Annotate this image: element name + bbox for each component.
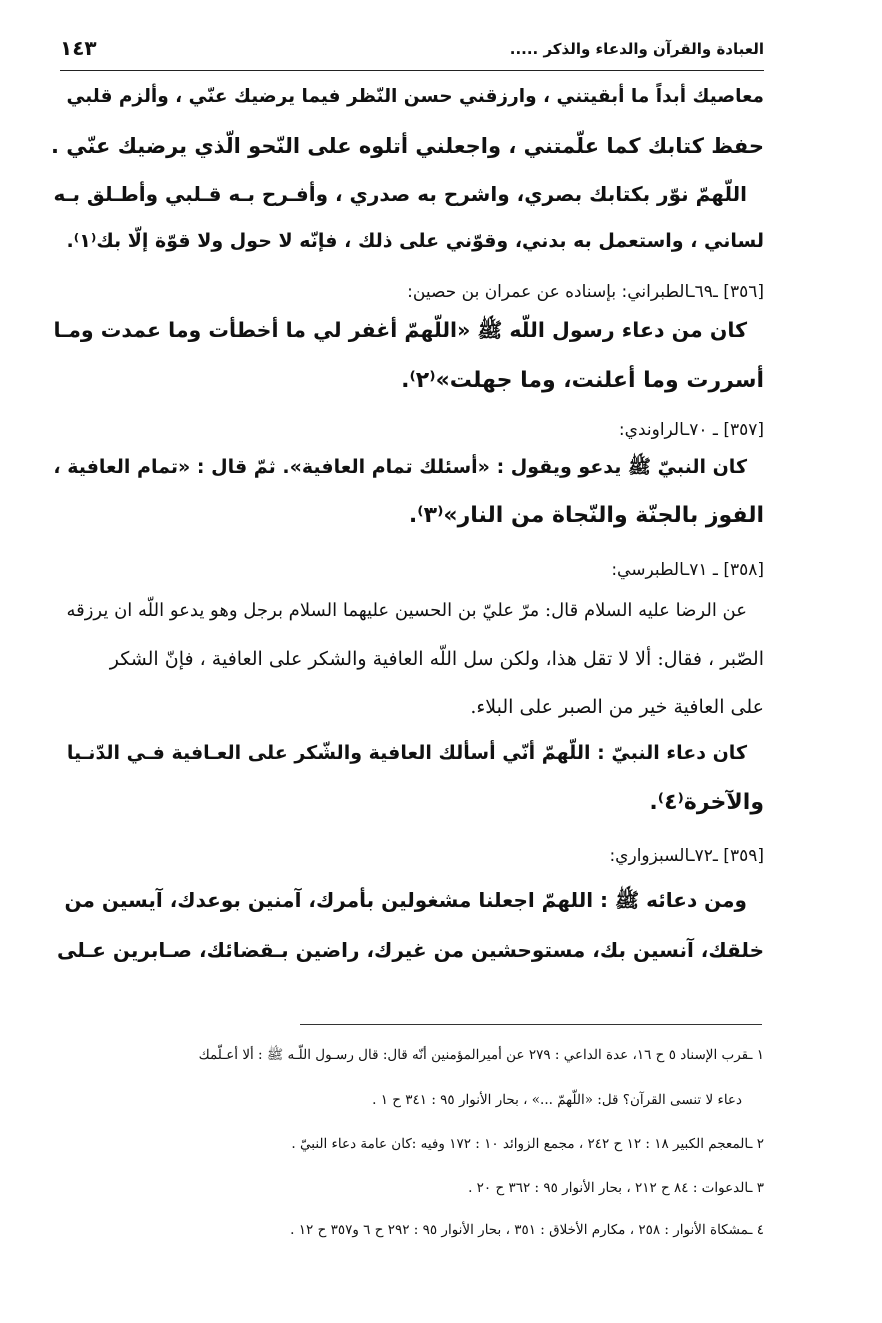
running-header	[60, 36, 764, 71]
footnote-separator	[300, 1024, 762, 1025]
body-line-4: لساني ، واستعمل به بدني، وقوّني على ذلك ، فإنّه لا حول ولا قوّة إلّا بك⁽١⁾.	[66, 230, 764, 252]
body-line-6: أسررت وما أعلنت، وما جهلت»⁽٢⁾.	[401, 368, 764, 393]
body-line-8: الفوز بالجنّة والنّجاة من النار»⁽٣⁾.	[408, 503, 764, 528]
body-line-10: الصّبر ، فقال: ألا لا تقل هذا، ولكن سل اللّه العافية والشكر على العافية ، فإنّ الشكر	[109, 648, 764, 670]
body-line-9: عن الرضا عليه السلام قال: مرّ عليّ بن الحسين عليهما السلام برجل وهو يدعو اللّه ان يرزقه	[66, 600, 747, 621]
body-line-3: اللّهمّ نوّر بكتابك بصري، واشرح به صدري ، وأفـرح بـه قـلبي وأطـلق بـه	[53, 182, 747, 206]
hadith-heading-358: [٣٥٨] ـ ٧١ـالطبرسي:	[611, 560, 764, 580]
body-line-13: والآخرة⁽٤⁾.	[649, 790, 764, 815]
body-line-12: كان دعاء النبيّ : اللّهمّ أنّي أسألك العافية والشّكر على العـافية فـي الدّنـيا	[66, 742, 747, 764]
footnote-3: ٣ ـالدعوات : ٨٤ ح ٢١٢ ، بحار الأنوار ٩٥ : ٣٦٢ ح ٢٠ .	[468, 1180, 764, 1196]
running-title: العبادة والقرآن والدعاء والذكر .....	[509, 40, 764, 58]
footnote-2: ٢ ـالمعجم الكبير ١٨ : ١٢ ح ٢٤٢ ، مجمع الزوائد ١٠ : ١٧٢ وفيه :كان عامة دعاء النبيّ .	[291, 1136, 764, 1152]
body-line-1: معاصيك أبداً ما أبقيتني ، وارزقني حسن النّظر فيما يرضيك عنّي ، وألزم قلبي	[66, 86, 764, 107]
body-line-15: خلقك، آنسين بك، مستوحشين من غيرك، راضين بـقضائك، صـابرين عـلى	[57, 938, 764, 962]
hadith-heading-357: [٣٥٧] ـ ٧٠ـالراوندي:	[618, 420, 764, 440]
body-line-14: ومن دعائه ﷺ : اللهمّ اجعلنا مشغولين بأمرك، آمنين بوعدك، آيسين من	[64, 888, 747, 912]
hadith-heading-359: [٣٥٩] ـ٧٢ـالسبزواري:	[609, 846, 764, 866]
footnote-4: ٤ ـمشكاة الأنوار : ٢٥٨ ، مكارم الأخلاق : ٣٥١ ، بحار الأنوار ٩٥ : ٢٩٢ ح ٦ و٣٥٧ ح ١٢ .	[290, 1222, 764, 1238]
body-line-5: كان من دعاء رسول اللّه ﷺ «اللّهمّ أغفر لي ما أخطأت وما عمدت ومـا	[53, 318, 747, 342]
footnote-1-continued: دعاء لا تنسى القرآن؟ قل: «اللّهمّ ...» ، بحار الأنوار ٩٥ : ٣٤١ ح ١ .	[372, 1092, 742, 1108]
body-line-2: حفظ كتابك كما علّمتني ، واجعلني أتلوه على النّحو الّذي يرضيك عنّي .	[50, 134, 764, 158]
body-line-7: كان النبيّ ﷺ يدعو ويقول : «أسئلك تمام العافية». ثمّ قال : «تمام العافية ،	[53, 456, 747, 478]
page-number: ١٤٣	[60, 36, 97, 60]
hadith-heading-356: [٣٥٦] ـ٦٩ـالطبراني: بإسناده عن عمران بن حصين:	[407, 282, 764, 302]
body-line-11: على العافية خير من الصبر على البلاء.	[470, 696, 764, 718]
footnote-1: ١ ـقرب الإسناد ٥ ح ١٦، عدة الداعي : ٢٧٩ عن أميرالمؤمنين أنّه قال: قال رسـول اللّـه ﷺ : ألا أعـلّمك	[198, 1047, 764, 1063]
